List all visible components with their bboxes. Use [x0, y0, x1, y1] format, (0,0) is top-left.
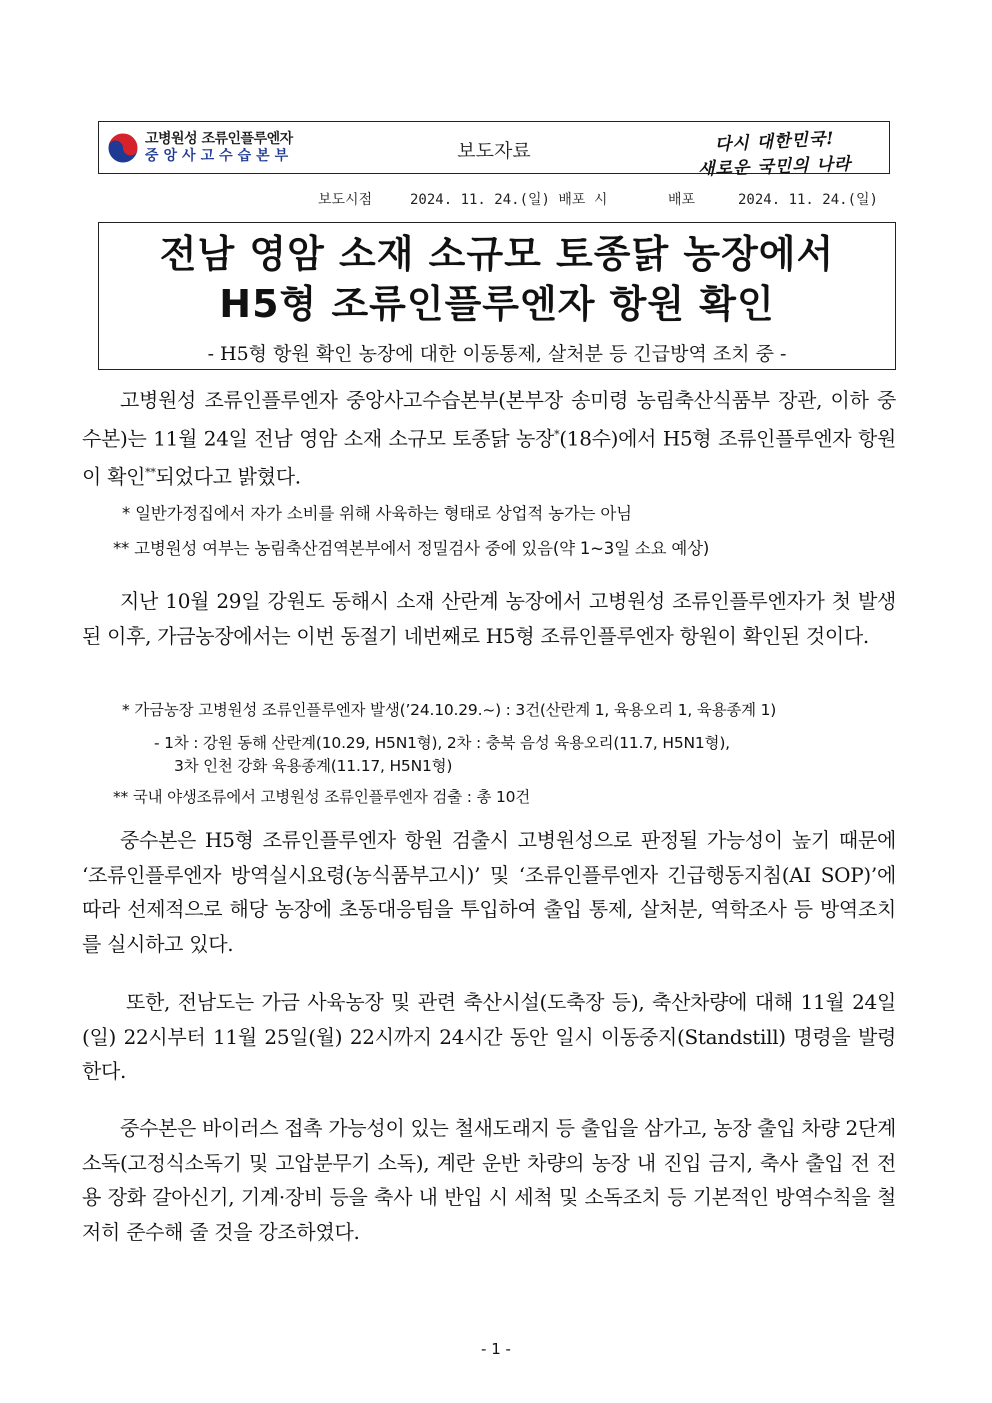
agency-logo [107, 131, 293, 165]
footnote-2: ** 고병원성 여부는 농림축산검역본부에서 정밀검사 중에 있음(약 1~3일 소요 예상) [113, 539, 710, 558]
document-type: 보도자료 [457, 140, 531, 162]
footnote-3: * 가금농장 고병원성 조류인플루엔자 발생(’24.10.29.~) : 3건(산란계 1, 육용오리 1, 육용종계 1) [122, 701, 777, 719]
distribution-date: 2024. 11. 24.(일) [738, 192, 878, 208]
header-box [98, 121, 890, 180]
paragraph-4: 또한, 전남도는 가금 사육농장 및 관련 축산시설(도축장 등), 축산차량에 대해 11월 24일(일) 22시부터 11월 25일(월) 22시까지 24시간 동안 일시 이동중지(Standstill) 명령을 발령한다. [82, 990, 896, 1083]
headline [99, 229, 895, 329]
release-label: 보도시점 [318, 192, 373, 208]
slogan-line1: 다시 대한민국! [714, 128, 835, 156]
paragraph-2: 지난 10월 29일 강원도 동해시 소재 산란계 농장에서 고병원성 조류인플루엔자가 첫 발생된 이후, 가금농장에서는 이번 동절기 네번째로 H5형 조류인플루엔자 항원이 확인된 것이다. [82, 589, 896, 648]
subtitle: - H5형 항원 확인 농장에 대한 이동통제, 살처분 등 긴급방역 조치 중 - [207, 343, 787, 365]
footnote-3-sub-2: 3차 인천 강화 육용종계(11.17, H5N1형) [174, 757, 453, 775]
footnote-3-sub-1: - 1차 : 강원 동해 산란계(10.29, H5N1형), 2차 : 충북 음성 육용오리(11.7, H5N1형), [154, 734, 730, 752]
slogan [697, 127, 852, 180]
release-date: 2024. 11. 24.(일) 배포 시 [410, 192, 608, 208]
taegeuk-emblem-icon [107, 132, 139, 164]
distribution-label: 배포 [668, 192, 696, 208]
paragraph-3: 중수본은 H5형 조류인플루엔자 항원 검출시 고병원성으로 판정될 가능성이 높기 때문에 ‘조류인플루엔자 방역실시요령(농식품부고시)’ 및 ‘조류인플루엔자 긴급행동지침(AI SOP)’에 따라 선제적으로 해당 농장에 초동대응팀을 투입하여 출입 통제, 살처분, 역학조사 등 방역조치를 실시하고 있다. [82, 828, 896, 956]
footnote-1: * 일반가정집에서 자가 소비를 위해 사육하는 형태로 상업적 농가는 아님 [122, 504, 632, 523]
paragraph-1: 고병원성 조류인플루엔자 중앙사고수습본부(본부장 송미령 농림축산식품부 장관, 이하 중수본)는 11월 24일 전남 영암 소재 소규모 토종닭 농장*(18수)에서 H5형 조류인플루엔자 항원이 확인**되었다고 밝혔다. [82, 388, 896, 489]
logo-line2: 중앙사고수습본부 [145, 148, 294, 164]
title-box [98, 222, 896, 370]
page-number: - 1 - [481, 1340, 511, 1358]
headline-line1: 전남 영암 소재 소규모 토종닭 농장에서 [159, 232, 835, 276]
headline-line2: H5형 조류인플루엔자 항원 확인 [219, 282, 775, 326]
paragraph-5: 중수본은 바이러스 접촉 가능성이 있는 철새도래지 등 출입을 삼가고, 농장 출입 차량 2단계 소독(고정식소독기 및 고압분무기 소독), 계란 운반 차량의 농장 내 진입 금지, 축사 출입 전 전용 장화 갈아신기, 기계·장비 등을 축사 내 반입 시 세척 및 소독조치 등 기본적인 방역수칙을 철저히 준수해 줄 것을 강조하였다. [82, 1116, 896, 1244]
logo-line1: 고병원성 조류인플루엔자 [145, 131, 293, 147]
slogan-line2: 새로운 국민의 나라 [697, 154, 852, 180]
footnote-4: ** 국내 야생조류에서 고병원성 조류인플루엔자 검출 : 총 10건 [113, 788, 531, 806]
